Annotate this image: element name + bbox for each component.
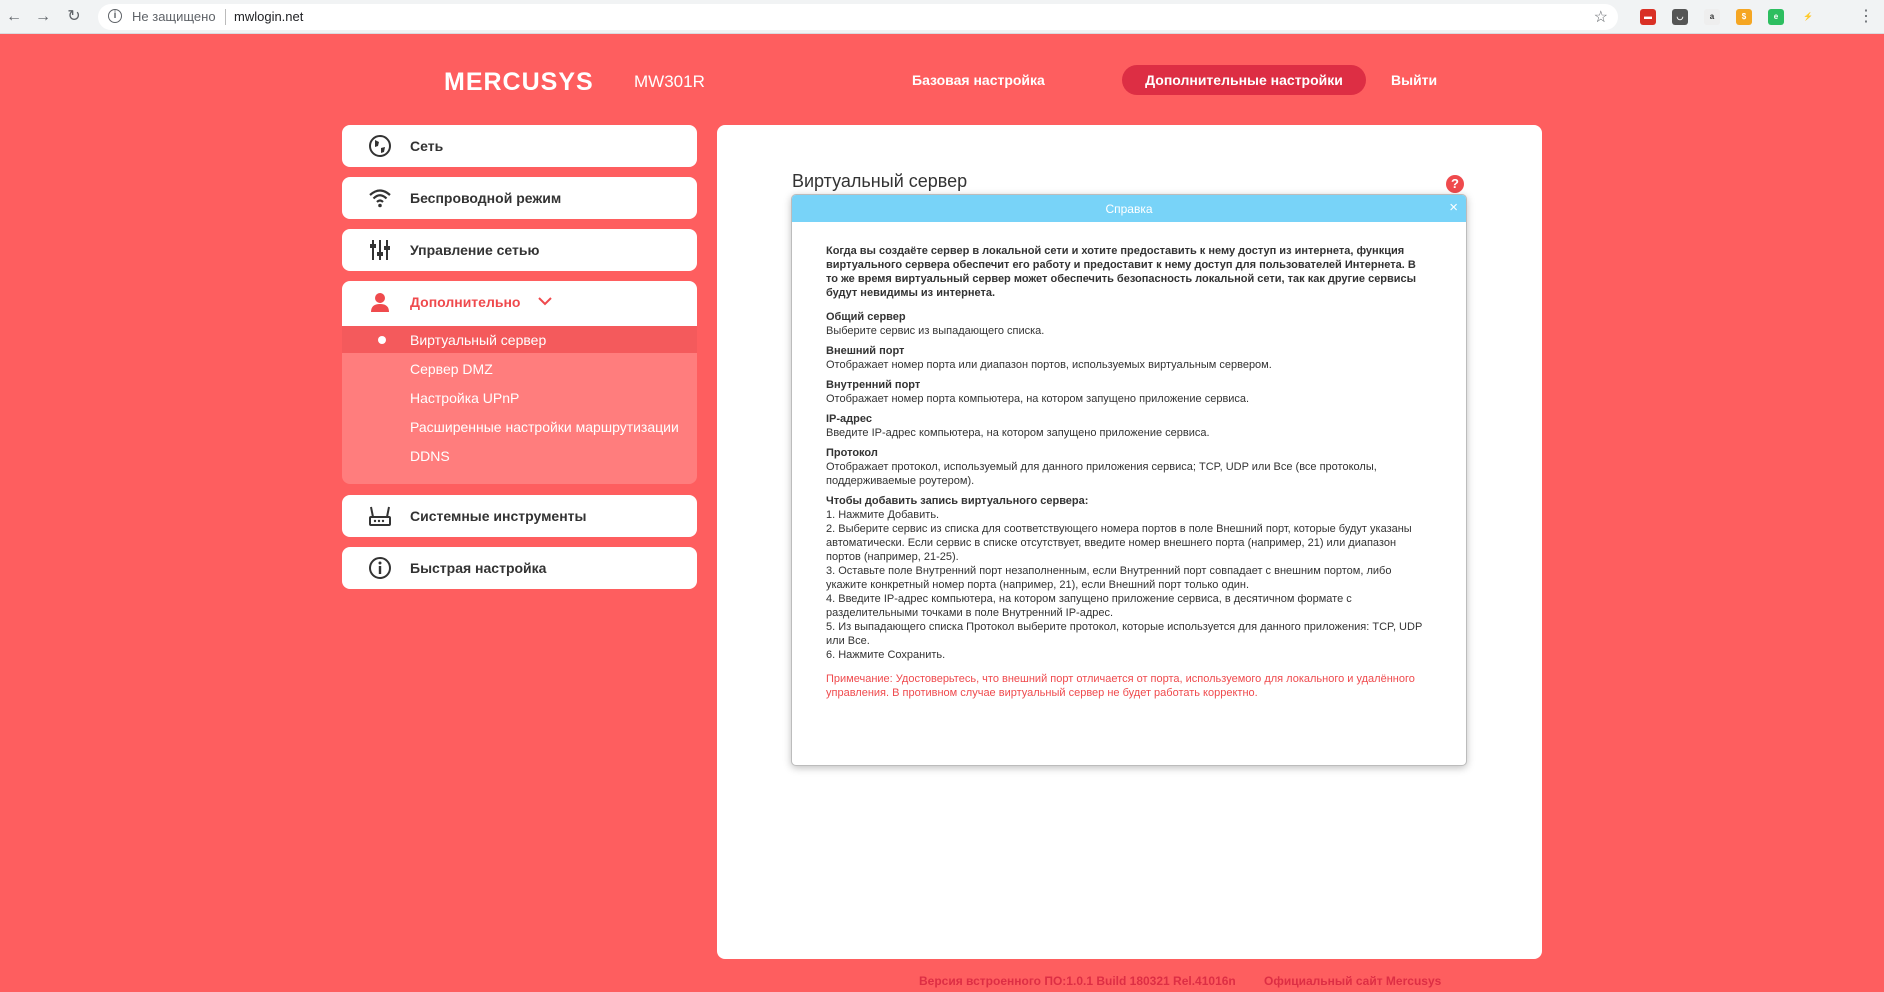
sidebar-item-label: Дополнительно — [410, 294, 521, 310]
user-icon — [368, 290, 392, 314]
submenu-item-upnp[interactable] — [342, 384, 697, 411]
info-circle-icon — [368, 556, 392, 580]
pocket-icon[interactable]: ◡ — [1672, 9, 1688, 25]
sidebar-item-advanced[interactable] — [342, 281, 697, 326]
help-dialog — [791, 194, 1467, 766]
submenu-item-routing[interactable] — [342, 413, 697, 440]
help-section-title: Внешний порт — [826, 345, 905, 357]
submenu-item-label: Сервер DMZ — [410, 361, 493, 377]
help-note: Примечание: Удостоверьтесь, что внешний порт отличается от порта, используемого для локального и удалённого управления. В противном случае виртуальный сервер не будет работать корректно. — [826, 673, 1415, 699]
brand-logo: MERCUSYS — [444, 68, 594, 96]
help-dialog-body — [826, 244, 1426, 700]
amazon-icon[interactable]: a — [1704, 9, 1720, 25]
help-section-title: Внутренний порт — [826, 379, 921, 391]
submenu-item-virtual-server[interactable] — [342, 326, 697, 353]
help-section-title: IP-адрес — [826, 413, 872, 425]
back-arrow-icon[interactable]: ← — [6, 8, 22, 25]
model-name: MW301R — [634, 72, 705, 91]
help-step: 2. Выберите сервис из списка для соответствующего номера портов в поле Внешний порт, которые будут указаны автоматически. Если сервис в списке отсутствует, введите номер внешнего порта (например, 21) или диапазон портов (например, 21-25). — [826, 523, 1412, 563]
nav-basic-settings[interactable]: Базовая настройка — [912, 72, 1045, 88]
sidebar-item-label: Беспроводной режим — [410, 190, 562, 206]
help-step: 1. Нажмите Добавить. — [826, 509, 940, 521]
submenu-item-label: Расширенные настройки маршрутизации — [410, 419, 679, 435]
router-icon — [368, 504, 392, 528]
submenu-item-ddns[interactable] — [342, 442, 697, 469]
help-dialog-title: Справка — [1105, 202, 1153, 216]
firmware-version: Версия встроенного ПО:1.0.1 Build 180321 Rel.41016n — [919, 974, 1236, 988]
url-text[interactable]: mwlogin.net — [234, 9, 304, 24]
help-step: 6. Нажмите Сохранить. — [826, 649, 946, 661]
address-bar[interactable] — [98, 4, 1618, 30]
sidebar-item-label: Сеть — [410, 138, 444, 154]
menu-dots-icon[interactable]: ⋮ — [1858, 8, 1874, 25]
extension-orange-icon[interactable]: $ — [1736, 9, 1752, 25]
nav-advanced-settings[interactable]: Дополнительные настройки — [1122, 65, 1366, 95]
active-dot-icon — [378, 336, 386, 344]
sidebar-item-network-control[interactable] — [342, 229, 697, 271]
browser-toolbar — [0, 0, 1884, 34]
sliders-icon — [368, 238, 392, 262]
official-site-link[interactable]: Официальный сайт Mercusys — [1264, 974, 1442, 988]
sidebar-item-wireless[interactable] — [342, 177, 697, 219]
sidebar-item-label: Быстрая настройка — [410, 560, 547, 576]
security-label: Не защищено — [132, 9, 216, 24]
sidebar-item-label: Управление сетью — [410, 242, 540, 258]
divider — [225, 9, 226, 25]
help-step: 3. Оставьте поле Внутренний порт незаполненным, если Внутренний порт совпадает с внешним портом, либо укажите конкретный номер порта (например, 21), если Внешний порт только один. — [826, 565, 1392, 591]
sidebar-item-network[interactable] — [342, 125, 697, 167]
help-dialog-header — [792, 195, 1466, 222]
evernote-icon[interactable]: e — [1768, 9, 1784, 25]
bookmark-star-icon[interactable]: ☆ — [1593, 9, 1608, 26]
nav-logout[interactable]: Выйти — [1391, 72, 1438, 88]
help-section-title: Общий сервер — [826, 311, 906, 323]
help-section-text: Отображает номер порта компьютера, на котором запущено приложение сервиса. — [826, 393, 1250, 405]
help-section-title: Протокол — [826, 447, 878, 459]
wifi-icon — [368, 186, 392, 210]
help-section-text: Отображает номер порта или диапазон портов, используемых виртуальным сервером. — [826, 359, 1272, 371]
submenu-item-dmz[interactable] — [342, 355, 697, 382]
help-question-icon[interactable]: ? — [1446, 175, 1464, 193]
page-title: Виртуальный сервер — [792, 171, 968, 191]
forward-arrow-icon[interactable]: → — [35, 8, 51, 25]
submenu-panel — [342, 326, 697, 484]
help-section-text: Отображает протокол, используемый для данного приложения сервиса; TCP, UDP или Все (все протоколы, поддерживаемые роутером). — [826, 461, 1377, 487]
help-section-text: Выберите сервис из выпадающего списка. — [826, 325, 1045, 337]
submenu-item-label: Виртуальный сервер — [410, 332, 547, 348]
sidebar-item-system-tools[interactable] — [342, 495, 697, 537]
chevron-down-icon — [538, 296, 552, 306]
lightning-icon[interactable]: ⚡ — [1803, 12, 1813, 21]
globe-icon — [368, 134, 392, 158]
help-intro: Когда вы создаёте сервер в локальной сети и хотите предоставить к нему доступ из интернета, функция виртуального сервера обеспечит его работу и предоставит к нему доступ для пользователей Интернета. В то же время виртуальный сервер может обеспечить безопасность локальной сети, так как другие сервисы будут невидимы из интернета. — [826, 245, 1417, 299]
close-icon[interactable]: × — [1449, 199, 1458, 216]
help-step: 5. Из выпадающего списка Протокол выберите протокол, которые используется для данного приложения: TCP, UDP или Все. — [826, 621, 1423, 647]
submenu-item-label: Настройка UPnP — [410, 390, 520, 406]
submenu-item-label: DDNS — [410, 448, 450, 464]
reload-icon[interactable]: ↻ — [67, 8, 81, 25]
help-steps-title: Чтобы добавить запись виртуального сервера: — [826, 495, 1089, 507]
help-section-text: Введите IP-адрес компьютера, на котором запущено приложение сервиса. — [826, 427, 1210, 439]
info-icon[interactable]: i — [108, 9, 122, 23]
extension-red-icon[interactable]: ▬ — [1640, 9, 1656, 25]
sidebar-item-quick-setup[interactable] — [342, 547, 697, 589]
sidebar-item-label: Системные инструменты — [410, 508, 587, 524]
help-step: 4. Введите IP-адрес компьютера, на котором запущено приложение сервиса, в десятичном формате с разделительными точками в поле Внутренний IP-адрес. — [826, 593, 1352, 619]
